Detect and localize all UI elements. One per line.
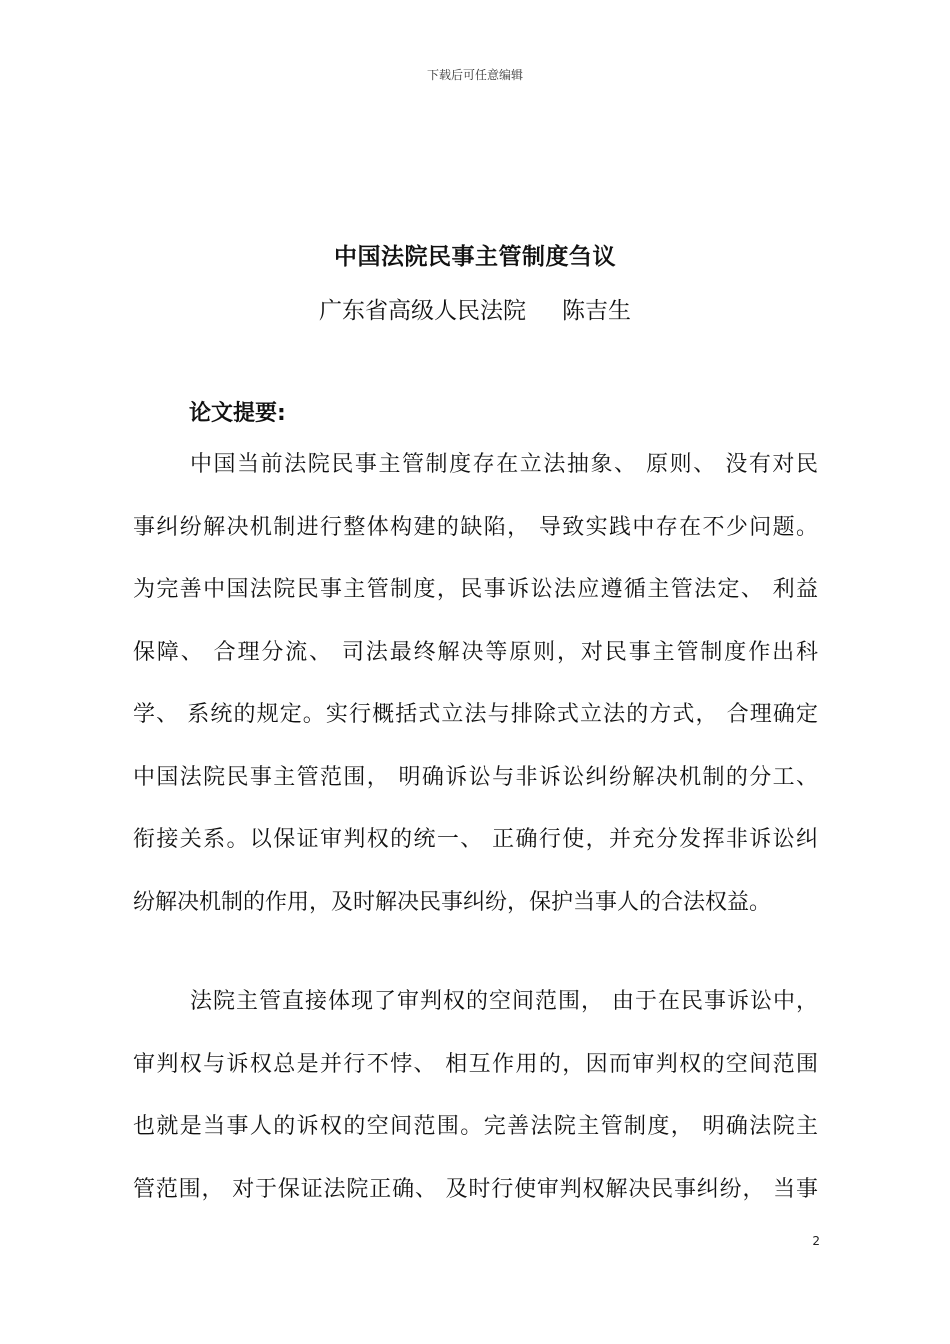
paragraph-line: 审判权与诉权总是并行不悖、 相互作用的，因而审判权的空间范围 (133, 1051, 818, 1077)
paragraph-line: 为完善中国法院民事主管制度，民事诉讼法应遵循主管法定、 利益 (133, 577, 818, 602)
document-title: 中国法院民事主管制度刍议 (334, 244, 616, 270)
header-note: 下载后可任意编辑 (426, 68, 523, 82)
body-paragraph (133, 971, 818, 1221)
paragraph-line: 管范围， 对于保证法院正确、 及时行使审判权解决民事纠纷， 当事 (133, 1176, 818, 1202)
paragraph-line: 中国法院民事主管范围， 明确诉讼与非诉讼纠纷解决机制的分工、 (133, 764, 818, 790)
page-number: 2 (812, 1234, 820, 1248)
paragraph-line: 事纠纷解决机制进行整体构建的缺陷， 导致实践中存在不少问题。 (133, 514, 818, 540)
paragraph-line: 保障、 合理分流、 司法最终解决等原则，对民事主管制度作出科 (133, 639, 818, 665)
paragraph-line: 法院主管直接体现了审判权的空间范围， 由于在民事诉讼中， (190, 989, 818, 1014)
paragraph-line: 也就是当事人的诉权的空间范围。完善法院主管制度， 明确法院主 (133, 1114, 818, 1139)
paragraph-line: 学、 系统的规定。实行概括式立法与排除式立法的方式， 合理确定 (133, 702, 818, 727)
paragraph-line: 衔接关系。以保证审判权的统一、 正确行使，并充分发挥非诉讼纠 (133, 827, 818, 852)
author-name: 陈吉生 (562, 298, 631, 324)
abstract-heading: 论文提要: (189, 401, 286, 426)
author-line (0, 292, 950, 325)
paragraph-line: 中国当前法院民事主管制度存在立法抽象、 原则、 没有对民 (190, 452, 818, 477)
paragraph-line: 纷解决机制的作用，及时解决民事纠纷，保护当事人的合法权益。 (133, 889, 772, 915)
author-organization: 广东省高级人民法院 (319, 298, 526, 324)
abstract-paragraph (133, 434, 818, 934)
